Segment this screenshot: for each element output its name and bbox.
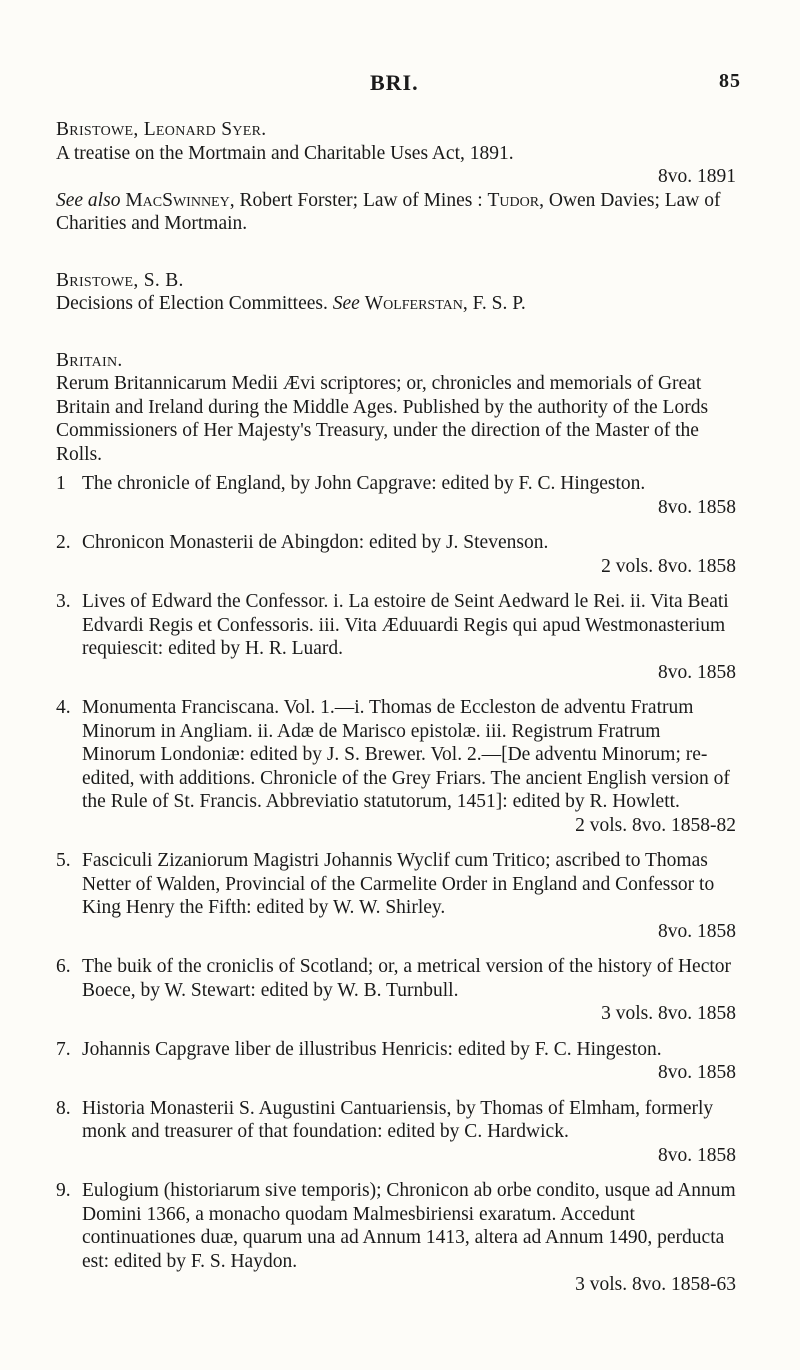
item-text: Historia Monasterii S. Augustini Cantuariensis, by Thomas of Elmham, formerly monk and treasurer of that foundation: edited by C. Hardwick.	[82, 1097, 714, 1142]
item-imprint: 2 vols. 8vo. 1858-82	[575, 814, 736, 836]
item-number: 6.	[56, 956, 71, 977]
list-item	[56, 1097, 736, 1168]
entry-heading: Bristowe, Leonard Syer.	[56, 119, 267, 140]
list-item	[56, 1038, 736, 1085]
cross-reference-name: Wolferstan	[364, 293, 463, 314]
list-item	[56, 531, 736, 578]
item-imprint: 8vo. 1858	[658, 920, 736, 942]
item-text: Chronicon Monasterii de Abingdon: edited by J. Stevenson.	[82, 532, 549, 553]
item-text: Fasciculi Zizaniorum Magistri Johannis Wyclif cum Tritico; ascribed to Thomas Netter of Walden, Provincial of the Carmelite Order in England and Confessor to King Henry the Fifth: edited by W. W. Shirley.	[82, 850, 715, 918]
item-imprint: 8vo. 1858	[658, 1144, 736, 1166]
item-imprint: 3 vols. 8vo. 1858-63	[575, 1274, 736, 1295]
list-item	[56, 696, 736, 837]
item-text: Monumenta Franciscana. Vol. 1.—i. Thomas de Eccleston de adventu Fratrum Minorum in Angliam. ii. Adæ de Marisco epistolæ. iii. Registrum Fratrum Minorum Londoniæ: edited by J. S. Brewer. Vol. 2.—[De adventu Minorum; re-edited, with additions. Chronicle of the Grey Friars. The ancient English version of the Rule of St. Francis. Abbreviatio statutorum, 1451]: edited by R. Howlett.	[82, 697, 730, 812]
entry-intro: Rerum Britannicarum Medii Ævi scriptores; or, chronicles and memorials of Great Britain and Ireland during the Middle Ages. Published by the authority of the Lords Commissioners of Her Majesty's Treasury, under the direction of the Master of the Rolls.	[56, 373, 709, 465]
item-imprint: 8vo. 1858	[658, 1062, 736, 1083]
list-item	[56, 590, 736, 684]
item-imprint: 8vo. 1858	[658, 496, 736, 518]
item-number: 3.	[56, 591, 71, 612]
cross-reference-text: , Robert Forster; Law of Mines :	[229, 189, 488, 211]
catalogue-entry	[56, 349, 736, 1297]
list-item	[56, 1179, 736, 1297]
list-item	[56, 849, 736, 943]
item-text: Johannis Capgrave liber de illustribus Henricis: edited by F. C. Hingeston.	[82, 1038, 662, 1060]
item-number: 5.	[56, 850, 71, 871]
list-item	[56, 955, 736, 1026]
item-number: 1	[56, 473, 66, 494]
item-imprint: 2 vols. 8vo. 1858	[601, 555, 736, 577]
catalogue-entry	[56, 269, 736, 316]
cross-reference-name: MacSwinney	[125, 189, 230, 211]
catalogue-entry	[56, 118, 736, 236]
entry-title: A treatise on the Mortmain and Charitable Uses Act, 1891.	[56, 142, 514, 164]
entry-imprint: 8vo. 1891	[658, 166, 736, 187]
item-text: The chronicle of England, by John Capgrave: edited by F. C. Hingeston.	[82, 473, 646, 494]
running-head-title: BRI.	[370, 70, 419, 95]
running-head	[0, 70, 800, 96]
item-number: 9.	[56, 1180, 71, 1201]
list-item	[56, 472, 736, 519]
catalogue-content	[56, 118, 736, 1330]
cross-reference-name: Tudor	[487, 189, 540, 211]
entry-heading: Bristowe, S. B.	[56, 269, 184, 291]
cross-reference-text: , Owen Davies; Law of Charities and Mortmain.	[56, 189, 721, 234]
item-text: Lives of Edward the Confessor. i. La estoire de Seint Aedward le Rei. ii. Vita Beati Edvardi Regis et Confessoris. iii. Vita Æduuardi Regis qui apud Westmonasterium requiescit: edited by H. R. Luard.	[82, 591, 729, 659]
see-also-label: See also	[56, 189, 121, 211]
item-text: Eulogium (historiarum sive temporis); Chronicon ab orbe condito, usque ad Annum Domini 1366, a monacho quodam Malmesbiriensi exaratum. Accedunt continuationes duæ, quarum una ad Annum 1413, altera ad Annum 1490, perducta est: edited by F. S. Haydon.	[82, 1180, 736, 1272]
cross-reference-text: , F. S. P.	[462, 293, 526, 314]
page-number: 85	[719, 70, 741, 92]
item-number: 8.	[56, 1097, 71, 1119]
item-number: 7.	[56, 1038, 71, 1060]
item-number: 4.	[56, 697, 71, 718]
item-imprint: 8vo. 1858	[658, 661, 736, 683]
series-list	[56, 472, 736, 1297]
item-imprint: 3 vols. 8vo. 1858	[601, 1003, 736, 1024]
item-number: 2.	[56, 532, 71, 553]
item-text: The buik of the croniclis of Scotland; or, a metrical version of the history of Hector Boece, by W. Stewart: edited by W. B. Turnbull.	[82, 956, 732, 1001]
entry-heading: Britain.	[56, 349, 123, 371]
entry-title: Decisions of Election Committees.	[56, 293, 328, 314]
entry-title-line	[56, 292, 736, 316]
entry-cross-reference	[56, 189, 736, 236]
see-label: See	[332, 293, 360, 314]
